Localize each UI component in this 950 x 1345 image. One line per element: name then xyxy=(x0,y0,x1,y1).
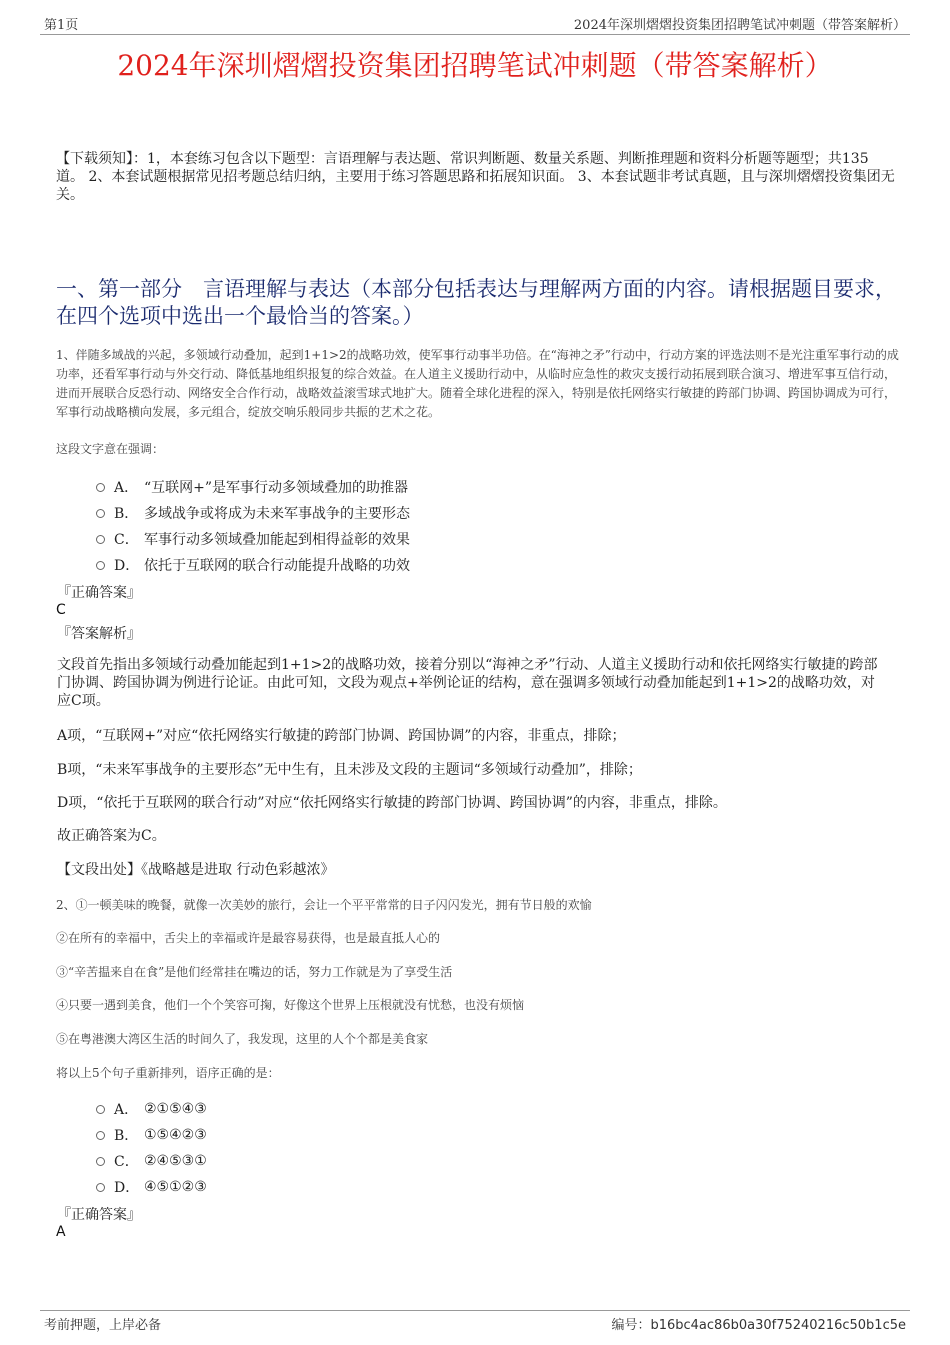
q1-analysis-a: A项，“互联网+”对应“依托网络实行敏捷的跨部门协调、跨国协调”的内容，非重点，排除； xyxy=(57,728,626,744)
q2-stem: 2、①一顿美味的晚餐，就像一次美妙的旅行，会让一个平平常常的日子闪闪发光，拥有节日般的欢愉 xyxy=(56,898,592,912)
option-letter: C． xyxy=(114,1154,139,1170)
download-notice: 【下载须知】：1，本套练习包含以下题型：言语理解与表达题、常识判断题、数量关系题、判断推理题和资料分析题等题型；共135道。 2、本套试题根据常见招考题总结归纳，主要用于练习答题思路和拓展知识面。 3、本套试题非考试真题，且与深圳熠熠投资集团无关。 xyxy=(56,151,895,203)
radio-icon[interactable] xyxy=(96,1157,105,1166)
q2-option-b[interactable] xyxy=(96,1125,207,1145)
q2-option-a[interactable] xyxy=(96,1099,207,1119)
q2-answer: A xyxy=(56,1224,66,1240)
q2-sentence-5: ⑤在粤港澳大湾区生活的时间久了，我发现，这里的人个个都是美食家 xyxy=(56,1032,429,1046)
radio-icon[interactable] xyxy=(96,1105,105,1114)
option-text: 军事行动多领域叠加能起到相得益彰的效果 xyxy=(144,532,410,548)
q2-sentence-3: ③“辛苦揾来自在食”是他们经常挂在嘴边的话，努力工作就是为了享受生活 xyxy=(56,965,453,979)
q1-option-c[interactable] xyxy=(96,529,410,549)
q2-option-d[interactable] xyxy=(96,1177,207,1197)
q1-prompt: 这段文字意在强调： xyxy=(56,442,165,456)
q2-prompt: 将以上5个句子重新排列，语序正确的是： xyxy=(56,1066,280,1080)
q1-analysis-conclusion: 故正确答案为C。 xyxy=(57,828,166,844)
option-letter: C． xyxy=(114,532,139,548)
option-letter: B． xyxy=(114,1128,139,1144)
q1-analysis-d: D项，“依托于互联网的联合行动”对应“依托网络实行敏捷的跨部门协调、跨国协调”的内容，非重点，排除。 xyxy=(57,795,727,811)
page-title: 2024年深圳熠熠投资集团招聘笔试冲刺题（带答案解析） xyxy=(117,49,833,82)
option-letter: D． xyxy=(114,558,140,574)
q1-passage: 1、伴随多域战的兴起，多领域行动叠加，起到1+1>2的战略功效，使军事行动事半功倍。在“海神之矛”行动中，行动方案的评选法则不是光注重军事行动的成功率，还看军事行动与外交行动、降低基地组织报复的综合效益。在人道主义援助行动中，从临时应急性的救灾支援行动拓展到联合演习、增进军事互信行动，进而开展联合反恐行动、网络安全合作行动，战略效益滚雪球式地扩大。随着全球化进程的深入，特别是依托网络实行敏捷的跨部门协调、跨国协调成为可行，军事行动战略横向发展，多元组合，绽放交响乐般同步共振的艺术之花。 xyxy=(56,348,899,419)
q1-analysis-label: 『答案解析』 xyxy=(57,626,141,642)
header-doc-title: 2024年深圳熠熠投资集团招聘笔试冲刺题（带答案解析） xyxy=(573,18,906,33)
option-text: 依托于互联网的联合行动能提升战略的功效 xyxy=(144,558,410,574)
radio-icon[interactable] xyxy=(96,509,105,518)
option-letter: D． xyxy=(114,1180,140,1196)
option-text: 多域战争或将成为未来军事战争的主要形态 xyxy=(144,506,410,522)
q1-option-b[interactable] xyxy=(96,503,410,523)
q2-option-c[interactable] xyxy=(96,1151,207,1171)
header-divider xyxy=(40,34,910,35)
q1-option-d[interactable] xyxy=(96,555,410,575)
q1-option-a[interactable] xyxy=(96,477,408,497)
option-text: ②①⑤④③ xyxy=(144,1101,207,1117)
option-letter: A． xyxy=(114,480,139,496)
footer-divider xyxy=(40,1310,910,1311)
radio-icon[interactable] xyxy=(96,561,105,570)
q1-answer: C xyxy=(56,602,66,618)
q2-answer-label: 『正确答案』 xyxy=(57,1207,141,1223)
radio-icon[interactable] xyxy=(96,1131,105,1140)
radio-icon[interactable] xyxy=(96,535,105,544)
radio-icon[interactable] xyxy=(96,1183,105,1192)
section-heading: 一、第一部分 言语理解与表达（本部分包括表达与理解两方面的内容。请根据题目要求，在四个选项中选出一个最恰当的答案。） xyxy=(56,277,896,328)
q1-analysis-b: B项，“未来军事战争的主要形态”无中生有，且未涉及文段的主题词“多领域行动叠加”，排除； xyxy=(57,762,642,778)
q1-source: 【文段出处】《战略越是进取 行动色彩越浓》 xyxy=(57,862,335,878)
q2-sentence-4: ④只要一遇到美食，他们一个个笑容可掬，好像这个世界上压根就没有忧愁，也没有烦恼 xyxy=(56,998,525,1012)
option-text: ①⑤④②③ xyxy=(144,1127,207,1143)
q1-answer-label: 『正确答案』 xyxy=(57,585,141,601)
option-text: ④⑤①②③ xyxy=(144,1179,207,1195)
footer-slogan: 考前押题，上岸必备 xyxy=(44,1318,162,1333)
page-number: 第1页 xyxy=(44,18,79,33)
option-text: ②④⑤③① xyxy=(144,1153,207,1169)
radio-icon[interactable] xyxy=(96,483,105,492)
q1-analysis-summary: 文段首先指出多领域行动叠加能起到1+1>2的战略功效，接着分别以“海神之矛”行动、人道主义援助行动和依托网络实行敏捷的跨部门协调、跨国协调为例进行论证。由此可知，文段为观点+举例论证的结构，意在强调多领域行动叠加能起到1+1>2的战略功效，对应C项。 xyxy=(57,657,878,709)
option-letter: A． xyxy=(114,1102,139,1118)
option-letter: B． xyxy=(114,506,139,522)
footer-serial: 编号：b16bc4ac86b0a30f75240216c50b1c5e xyxy=(611,1318,906,1333)
option-text: “互联网+”是军事行动多领域叠加的助推器 xyxy=(144,480,409,496)
q2-sentence-2: ②在所有的幸福中，舌尖上的幸福或许是最容易获得，也是最直抵人心的 xyxy=(56,931,441,945)
